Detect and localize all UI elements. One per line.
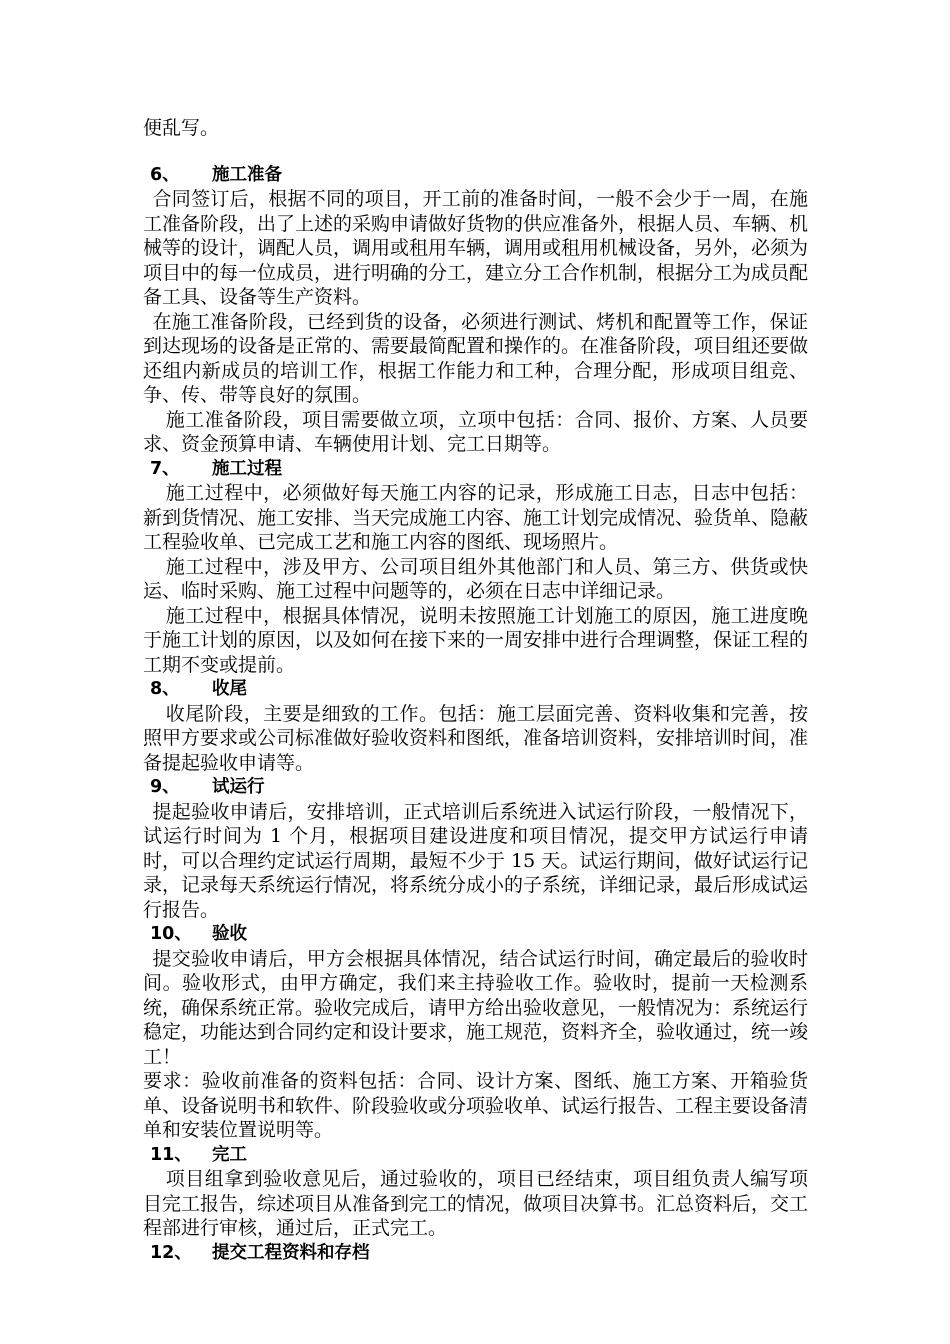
section-number: 8、 (150, 679, 180, 699)
section-heading-12 (143, 1241, 808, 1266)
paragraph: 施工过程中，涉及甲方、公司项目组外其他部门和人员、第三方、供货或快运、临时采购、施工过程中问题等的，必须在日志中详细记录。 (143, 555, 808, 602)
paragraph: 施工过程中，根据具体情况，说明未按照施工计划施工的原因，施工进度晚于施工计划的原因，以及如何在接下来的一周安排中进行合理调整，保证工程的工期不变或提前。 (143, 604, 809, 676)
paragraph: 收尾阶段，主要是细致的工作。包括：施工层面完善、资料收集和完善，按照甲方要求或公司标准做好验收资料和图纸，准备培训资料，安排培训时间，准备提起验收申请等。 (143, 702, 809, 774)
document-page (143, 116, 808, 1265)
section-number: 11、 (150, 1144, 192, 1165)
paragraph: 提交验收申请后，甲方会根据具体情况，结合试运行时间，确定最后的验收时间。验收形式，由甲方确定，我们来主持验收工作。验收时，提前一天检测系统，确保系统正常。验收完成后，请甲方给出验收意见，一般情况为：系统运行稳定，功能达到合同约定和设计要求，施工规范，资料齐全，验收通过，统一竣工！ (143, 947, 809, 1068)
section-title: 试运行 (212, 777, 265, 797)
section-heading-11 (143, 1143, 808, 1168)
intro-fragment: 便乱写。 (143, 117, 220, 139)
section-title: 验收 (212, 924, 247, 944)
section-heading-8 (143, 677, 808, 702)
paragraph: 施工过程中，必须做好每天施工内容的记录，形成施工日志，日志中包括：新到货情况、施工安排、当天完成施工内容、施工计划完成情况、验货单、隐蔽工程验收单、已完成工艺和施工内容的图纸、现场照片。 (143, 482, 809, 553)
section-title: 施工准备 (212, 164, 282, 185)
paragraph: 项目组拿到验收意见后，通过验收的，项目已经结束，项目组负责人编写项目完工报告，综述项目从准备到完工的情况，做项目决算书。汇总资料后，交工程部进行审核，通过后，正式完工。 (143, 1168, 809, 1239)
section-heading-7 (143, 457, 808, 482)
paragraph: 在施工准备阶段，已经到货的设备，必须进行测试、烤机和配置等工作，保证到达现场的设备是正常的、需要最简配置和操作的。在准备阶段，项目组还要做还组内新成员的培训工作，根据工作能力和工种，合理分配，形成项目组竞、争、传、带等良好的氛围。 (143, 310, 809, 406)
section-number: 12、 (150, 1242, 192, 1263)
paragraph: 要求：验收前准备的资料包括：合同、设计方案、图纸、施工方案、开箱验货单、设备说明书和软件、阶段验收或分项验收单、试运行报告、工程主要设备清单和安装位置说明等。 (143, 1070, 809, 1141)
paragraph: 合同签订后，根据不同的项目，开工前的准备时间，一般不会少于一周，在施工准备阶段，出了上述的采购申请做好货物的供应准备外，根据人员、车辆、机械等的设计，调配人员，调用或租用车辆，调用或租用机械设备，另外，必须为项目中的每一位成员，进行明确的分工，建立分工合作机制，根据分工为成员配备工具、设备等生产资料。 (143, 188, 809, 308)
section-title: 提交工程资料和存档 (212, 1242, 370, 1263)
section-heading-9 (143, 775, 808, 800)
section-heading-10 (143, 922, 808, 947)
section-heading-6 (143, 163, 808, 188)
section-number: 10、 (150, 924, 192, 944)
section-title: 收尾 (212, 679, 247, 699)
section-number: 6、 (150, 164, 180, 185)
paragraph: 施工准备阶段，项目需要做立项，立项中包括：合同、报价、方案、人员要求、资金预算申请、车辆使用计划、完工日期等。 (143, 408, 808, 455)
section-title: 完工 (212, 1144, 247, 1165)
section-number: 9、 (150, 777, 180, 797)
section-number: 7、 (150, 458, 180, 479)
section-title: 施工过程 (212, 458, 282, 479)
paragraph: 提起验收申请后，安排培训，正式培训后系统进入试运行阶段，一般情况下，试运行时间为 1 个月，根据项目建设进度和项目情况，提交甲方试运行申请时，可以合理约定试运行周期，最短不少于 15 天。试运行期间，做好试运行记录，记录每天系统运行情况，将系统分成小的子系统，详细记录，最后形成试运行报告。 (143, 800, 809, 921)
